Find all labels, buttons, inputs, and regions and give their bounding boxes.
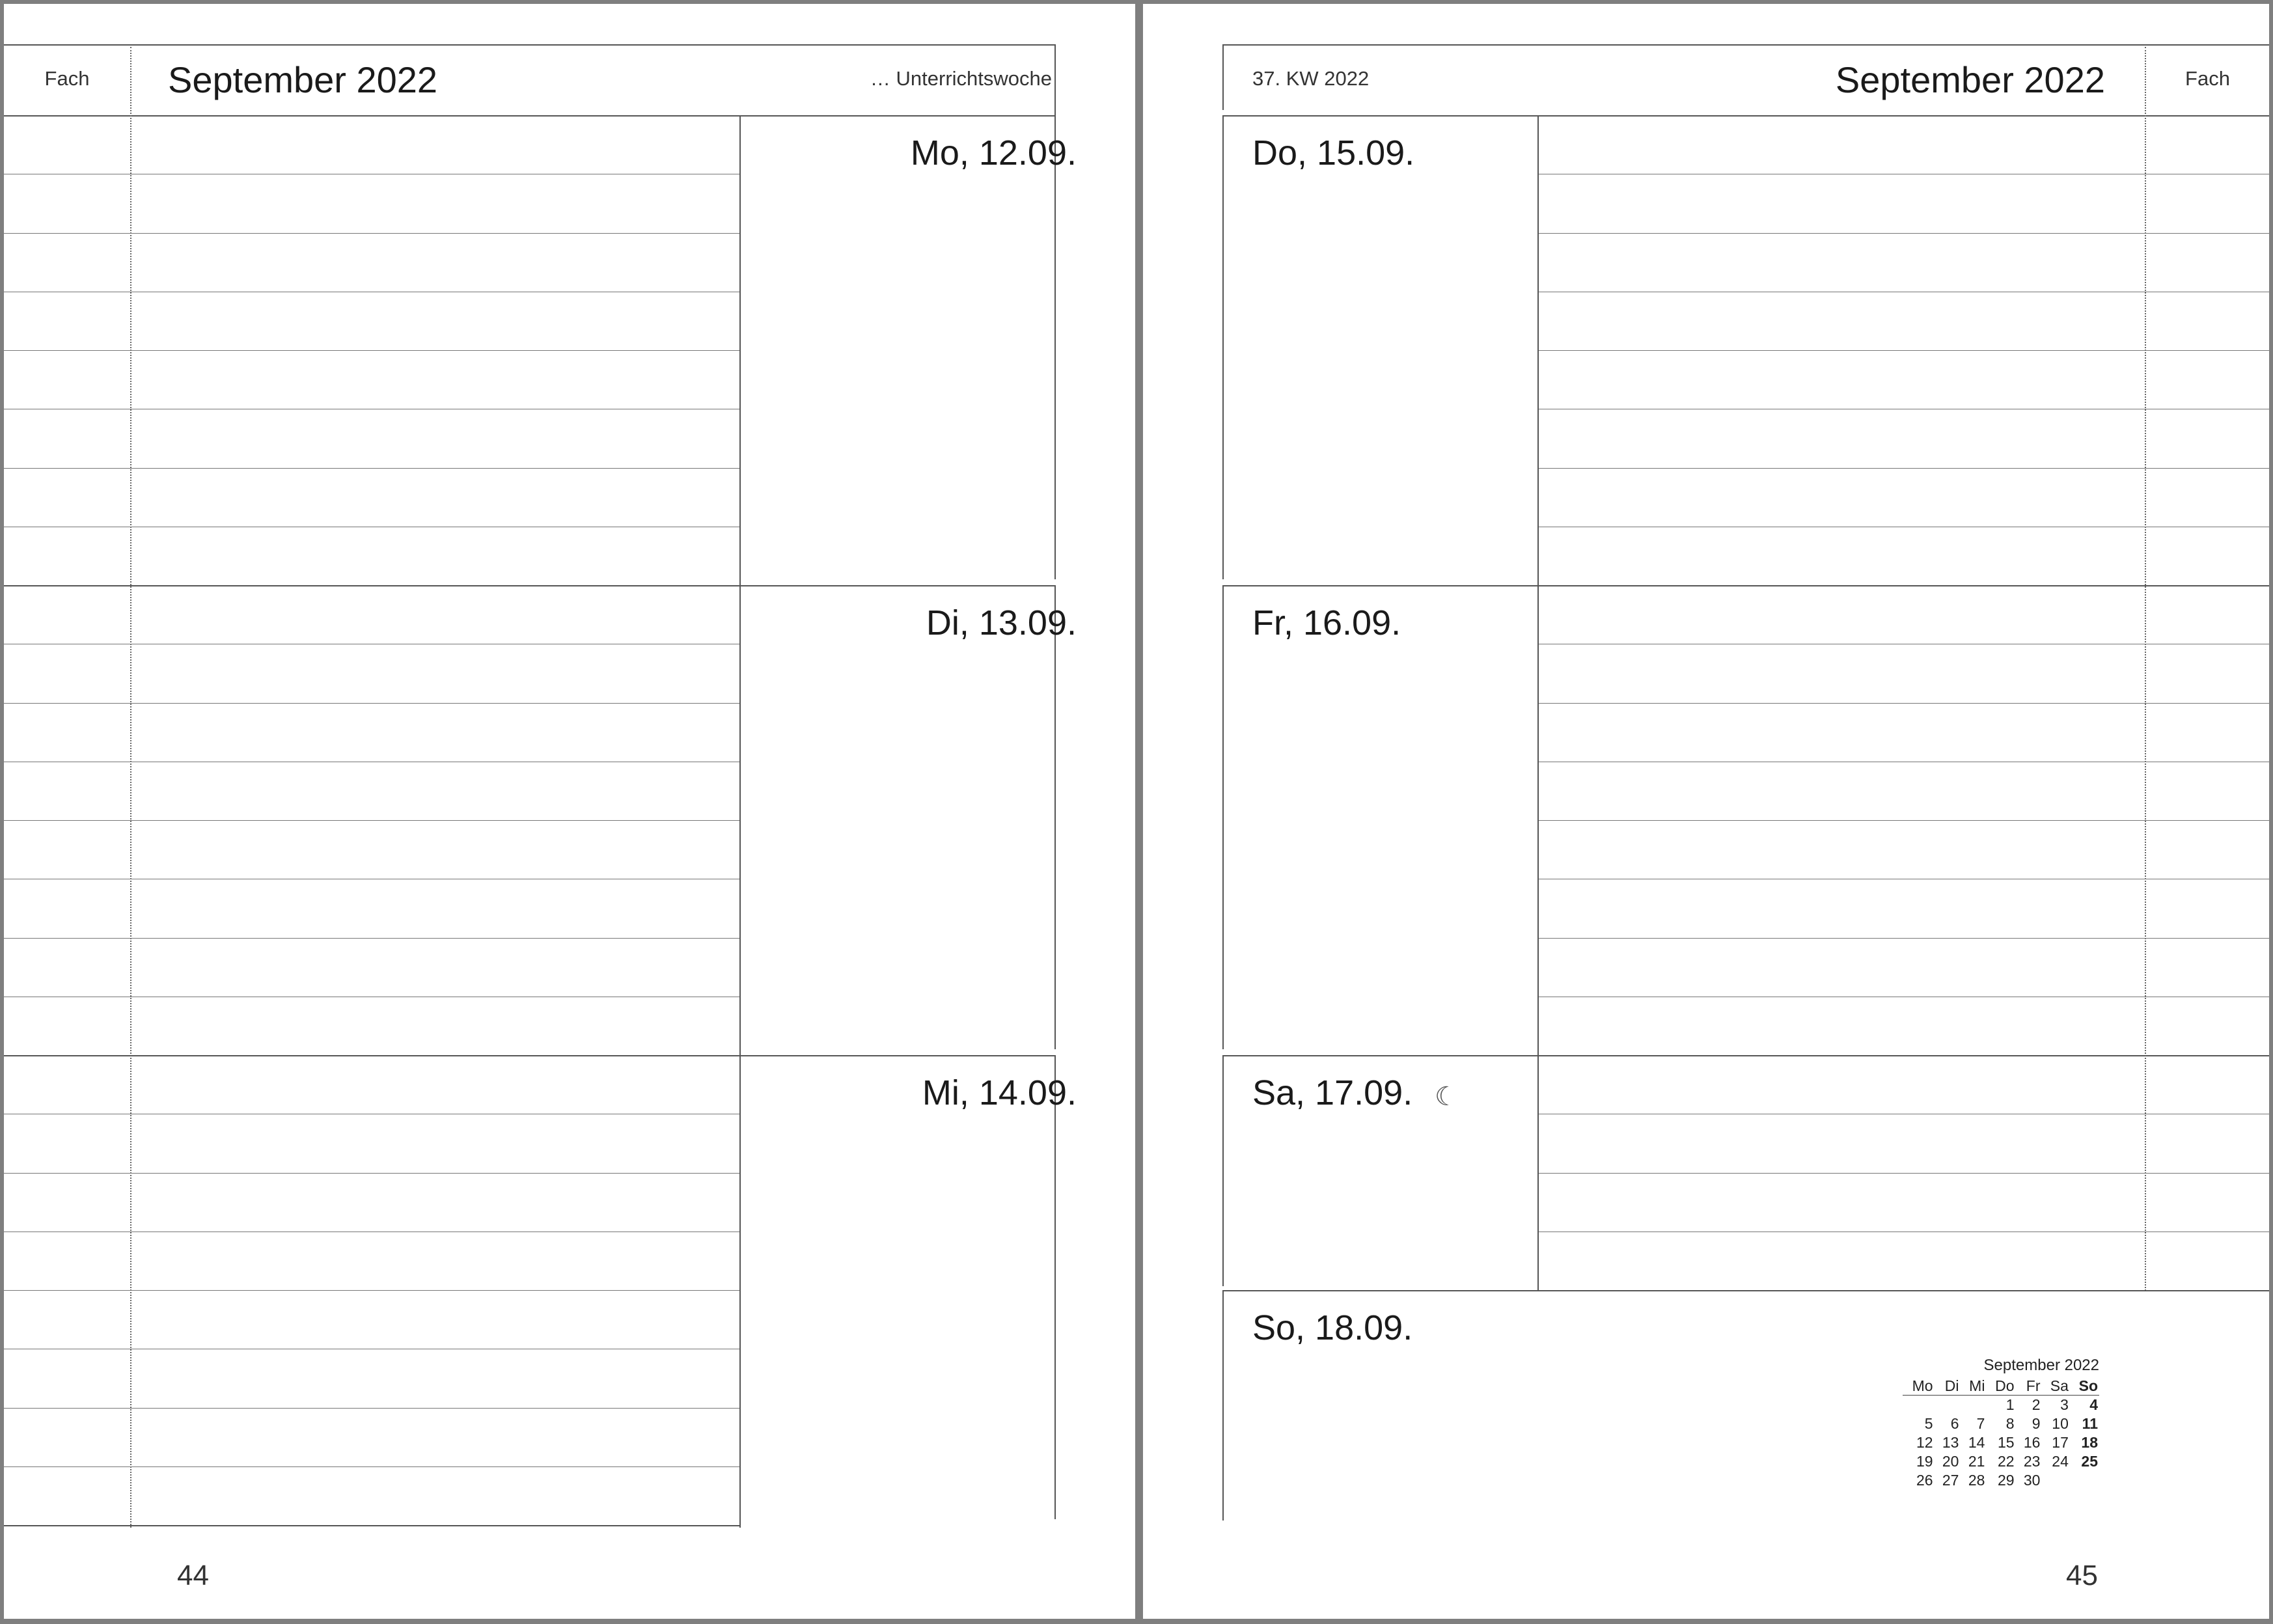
day-separator-line [4, 585, 741, 586]
calendar-week-label: 37. KW 2022 [1252, 67, 1370, 90]
mini-calendar-week [1903, 1414, 2099, 1433]
subject-column-divider [130, 47, 131, 1528]
day-box-right-border-mo [1054, 115, 1056, 579]
mini-calendar-table [1903, 1377, 2099, 1490]
mini-calendar-day: 3 [2060, 1396, 2069, 1413]
header-bottom-rule [4, 115, 1056, 117]
mini-calendar [1903, 1356, 2099, 1490]
header-bottom-rule [1222, 115, 2269, 117]
lesson-line [4, 1290, 741, 1291]
mini-calendar-week [1903, 1396, 2099, 1415]
header-top-rule [1222, 44, 2269, 46]
mini-calendar-day: 15 [1997, 1434, 2015, 1451]
day-separator-line [4, 1055, 741, 1056]
day-label-monday: Mo, 12.09. [910, 133, 1077, 172]
mini-calendar-weekday: So [2070, 1377, 2099, 1396]
day-separator-line [1222, 1055, 2269, 1056]
mini-calendar-day: 6 [1950, 1415, 1959, 1432]
mini-calendar-title: September 2022 [1983, 1356, 2099, 1374]
day-label-saturday: Sa, 17.09. [1252, 1073, 1413, 1112]
lesson-line [4, 703, 741, 704]
header-top-rule [4, 44, 1056, 46]
mini-calendar-day: 23 [2023, 1453, 2041, 1470]
mini-calendar-weekdays [1903, 1377, 2099, 1396]
mini-calendar-day: 25 [2081, 1453, 2098, 1470]
lesson-line [4, 1173, 741, 1174]
mini-calendar-day: 13 [1942, 1434, 1959, 1451]
lesson-line [4, 233, 741, 234]
mini-calendar-weekday: Fr [2016, 1377, 2042, 1396]
day-separator-line [1222, 1290, 2269, 1291]
mini-calendar-day: 27 [1942, 1472, 1959, 1489]
day-column-divider [1537, 115, 1539, 1291]
mini-calendar-day: 2 [2032, 1396, 2041, 1413]
mini-calendar-day: 20 [1942, 1453, 1959, 1470]
mini-calendar-day: 19 [1916, 1453, 1933, 1470]
header-right-border [1054, 44, 1056, 115]
day-label-thursday: Do, 15.09. [1252, 133, 1415, 172]
mini-calendar-days [1903, 1396, 2099, 1491]
day-box-top-border [739, 1055, 1056, 1056]
lesson-line [1537, 703, 2269, 704]
mini-calendar-weekday: Di [1935, 1377, 1961, 1396]
day-box-left-border-do [1222, 115, 1224, 579]
day-label-sunday: So, 18.09. [1252, 1308, 1413, 1347]
lesson-line [4, 820, 741, 821]
subject-column-label: Fach [2185, 67, 2230, 90]
day-separator-line [1222, 585, 2269, 586]
mini-calendar-weekday: Mi [1960, 1377, 1986, 1396]
mini-calendar-day: 10 [2052, 1415, 2069, 1432]
lesson-line [1537, 233, 2269, 234]
day-column-divider [739, 115, 741, 1528]
mini-calendar-week [1903, 1452, 2099, 1471]
day-box-right-border-di [1054, 585, 1056, 1049]
lesson-line [4, 1408, 741, 1409]
mini-calendar-day: 5 [1924, 1415, 1933, 1432]
mini-calendar-day: 22 [1997, 1453, 2015, 1470]
day-box-left-border-so [1222, 1291, 1224, 1521]
mini-calendar-day: 30 [2023, 1472, 2041, 1489]
lesson-line [4, 468, 741, 469]
mini-calendar-day: 16 [2023, 1434, 2041, 1451]
mini-calendar-day: 17 [2052, 1434, 2069, 1451]
mini-calendar-day [1935, 1396, 1961, 1415]
mini-calendar-day: 28 [1968, 1472, 1985, 1489]
mini-calendar-weekday: Sa [2041, 1377, 2069, 1396]
mini-calendar-day [1903, 1396, 1935, 1415]
mini-calendar-day: 7 [1976, 1415, 1985, 1432]
mini-calendar-day: 21 [1968, 1453, 1985, 1470]
day-label-tuesday: Di, 13.09. [926, 603, 1077, 642]
subject-column-label: Fach [44, 67, 90, 90]
mini-calendar-day [2041, 1471, 2069, 1490]
lesson-line [1537, 350, 2269, 351]
page-number: 45 [2066, 1560, 2098, 1591]
page-number: 44 [177, 1560, 209, 1591]
moon-phase-icon: ☾ [1435, 1082, 1458, 1111]
day-label-wednesday: Mi, 14.09. [922, 1073, 1077, 1112]
mini-calendar-day: 24 [2052, 1453, 2069, 1470]
mini-calendar-day: 1 [2005, 1396, 2015, 1413]
mini-calendar-day [2070, 1471, 2099, 1490]
lesson-line [1537, 1173, 2269, 1174]
mini-calendar-day: 14 [1968, 1434, 1985, 1451]
mini-calendar-day: 9 [2032, 1415, 2041, 1432]
lesson-line [1537, 468, 2269, 469]
mini-calendar-day [1960, 1396, 1986, 1415]
lesson-line [4, 938, 741, 939]
mini-calendar-weekday: Do [1986, 1377, 2015, 1396]
day-box-right-border-mi [1054, 1055, 1056, 1519]
right-page [1143, 4, 2269, 1619]
mini-calendar-day: 4 [2089, 1396, 2098, 1413]
day-box-left-border-fr [1222, 585, 1224, 1049]
lesson-line [1537, 820, 2269, 821]
mini-calendar-week [1903, 1433, 2099, 1452]
mini-calendar-day: 8 [2005, 1415, 2015, 1432]
lesson-line [4, 1466, 741, 1467]
lesson-line [1537, 938, 2269, 939]
month-title: September 2022 [1835, 59, 2105, 100]
day-box-top-border [739, 585, 1056, 586]
lesson-line [4, 350, 741, 351]
mini-calendar-day: 26 [1916, 1472, 1933, 1489]
day-label-friday: Fr, 16.09. [1252, 603, 1401, 642]
mini-calendar-weekday: Mo [1903, 1377, 1935, 1396]
mini-calendar-day: 18 [2081, 1434, 2098, 1451]
mini-calendar-day: 12 [1916, 1434, 1933, 1451]
header-left-border [1222, 44, 1224, 110]
mini-calendar-day: 11 [2082, 1415, 2098, 1432]
day-separator-line [4, 1525, 741, 1526]
mini-calendar-week [1903, 1471, 2099, 1490]
day-box-left-border-sa [1222, 1055, 1224, 1286]
month-title: September 2022 [168, 59, 438, 100]
teaching-week-label: … Unterrichtswoche [870, 67, 1052, 90]
mini-calendar-day: 29 [1997, 1472, 2015, 1489]
left-page [4, 4, 1135, 1619]
